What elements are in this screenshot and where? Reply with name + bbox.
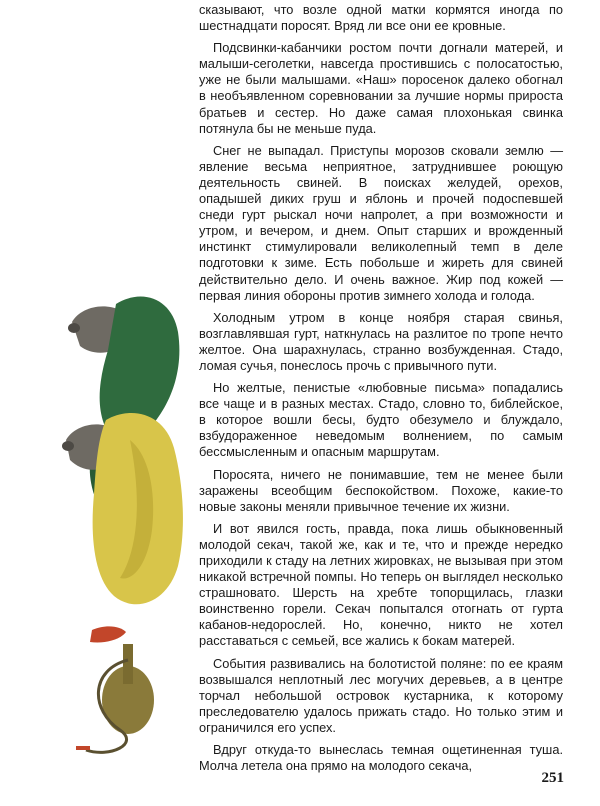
paragraph-8: События развивались на болотистой поляне: по ее краям возвышался неплотный лес могучих деревьев, а в центре торчал небольшой островок кустарника, к которому преследователю удалось прижать стадо. Но только этим и ограничился его успех.: [199, 655, 563, 735]
paragraph-4: Холодным утром в конце ноября старая свинья, возглавлявшая гурт, наткнулась на разлитое по тропе нечто желтое. Она шарахнулась, странно возбужденная. Стадо, ломая сучья, понеслось прочь с привычного пути.: [199, 309, 563, 373]
body-text-column: [199, 2, 563, 780]
paragraph-5: Но желтые, пенистые «любовные письма» попадались все чаще и в разных местах. Стадо, словно то, библейское, в которое вошли бесы, будто обезумело и блуждало, взбудораженное неведомым волнением, по самым бессмысленным и опасным маршрутам.: [199, 380, 563, 460]
paragraph-2: Подсвинки-кабанчики ростом почти догнали матерей, и малыши-сеголетки, навсегда простившись с полосатостью, уже не были малышами. «Наш» поросенок далеко обогнал в необъявленном соревновании за лучшие нормы прироста братьев и сестер. Но даже самая плохонькая свинка потянула бы не меньше пуда.: [199, 40, 563, 136]
hookah-neck: [123, 644, 133, 684]
boars-in-robes-illustration: [50, 280, 200, 770]
paragraph-1: сказывают, что возле одной матки кормятся иногда по шестнадцати поросят. Вряд ли все они ее кровные.: [199, 2, 563, 34]
paragraph-7: И вот явился гость, правда, пока лишь обыкновенный молодой секач, такой же, как и те, что и прежде нередко приходили к стаду на летних жировках, не вызывая при этом никакой встречной помпы. Но теперь он выглядел несколько страшновато. Шерсть на хребте топорщилась, глазки воинственно горели. Секач попытался отогнать от гурта кабанов-недорослей. Но, конечно, никто не хотел расставаться с семьей, все жались к бокам матерей.: [199, 520, 563, 649]
paragraph-3: Снег не выпадал. Приступы морозов сковали землю — явление весьма неприятное, затруднившее роющую деятельность свиней. В поисках желудей, орехов, опадышей диких груш и яблонь и прочей подоспевшей снеди гурт рыскал ночи напролет, а при возможности и утром, и вечером, и днем. Опыт старших и врожденный инстинкт стимулировали великолепный темп в деле подготовки к зиме. Есть побольше и жиреть для свиней действительно дело. И очень важное. Жир под кожей — первая линия обороны против зимнего холода и голода.: [199, 142, 563, 303]
hookah-mouthpiece: [76, 746, 90, 750]
red-slipper: [90, 626, 126, 642]
page-number: 251: [541, 770, 564, 786]
lower-boar-snout: [62, 441, 74, 451]
paragraph-9: Вдруг откуда-то вынеслась темная ощетиненная туша. Молча летела она прямо на молодого секача,: [199, 742, 563, 774]
upper-boar-snout: [68, 323, 80, 333]
paragraph-6: Поросята, ничего не понимавшие, тем не менее были заражены всеобщим беспокойством. Похоже, какие-то новые законы меняли привычное течение их жизни.: [199, 466, 563, 514]
